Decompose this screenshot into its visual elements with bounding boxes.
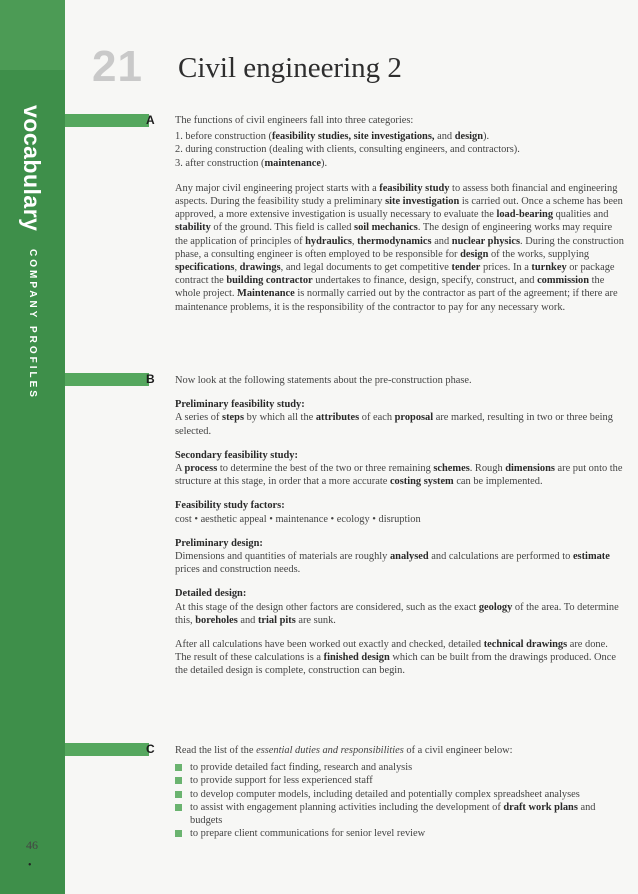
duty-list-item: [175, 827, 625, 840]
section-c-intro-italic: essential duties and responsibilities: [256, 745, 404, 756]
section-b-body: [175, 374, 625, 678]
text-run: by which all the: [244, 412, 316, 424]
text-run: of the works, supplying: [488, 248, 590, 260]
text-run: is normally carried out by the contractor as part of the agreement; if there are maintenance problems, it is the responsibility of the contractor to pay for any necessary work.: [175, 288, 618, 313]
section-c-intro: [175, 744, 625, 757]
text-run: are put onto the structure at this stage, in order that a more accurate: [175, 463, 623, 488]
key-term: costing system: [389, 476, 454, 488]
text-run: to determine the best of the two or three remaining: [217, 463, 434, 475]
duty-list-item: [175, 801, 625, 827]
text-run: ,: [234, 262, 240, 274]
page-number: 46: [26, 838, 38, 852]
duty-list-item: [175, 761, 625, 774]
text-run: Any major civil engineering project starts with a: [175, 182, 380, 194]
text-run: is carried out. Once a scheme has been approved, a more extensive investigation is usually necessary to evaluate the: [175, 196, 623, 221]
bullet-square-icon: [175, 777, 182, 784]
statement-body: [175, 513, 625, 526]
statement-block: [175, 449, 625, 489]
section-b-closing: [175, 638, 625, 678]
statement-heading: Feasibility study factors:: [175, 500, 285, 512]
key-term: design: [454, 131, 483, 143]
section-a-body: [175, 114, 625, 314]
sidebar-subtitle: COMPANY PROFILES: [27, 249, 38, 401]
text-run: and calculations are performed to: [428, 551, 573, 563]
text-run: . During the construction phase, a consulting engineer is often employed to be responsible for: [175, 235, 624, 260]
statement-body: [175, 462, 625, 488]
text-run: after construction (: [185, 157, 265, 169]
key-term: feasibility studies, site investigations,: [271, 131, 435, 143]
footer-mark: •: [28, 860, 32, 871]
text-run: to prepare client communications for senior level review: [190, 828, 426, 840]
text-run: of the area. To determine this,: [175, 601, 619, 626]
sidebar-vertical-text: [18, 105, 45, 400]
text-run: and budgets: [190, 801, 596, 827]
key-term: geology: [478, 601, 513, 613]
text-run: to develop computer models, including detailed and potentially complex spreadsheet analyses: [190, 788, 580, 800]
key-term: draft work plans: [503, 801, 578, 813]
key-term: trial pits: [257, 614, 296, 626]
statement-body: [175, 601, 625, 627]
section-c-bar: [65, 743, 149, 756]
key-term: steps: [222, 412, 244, 424]
duty-list-item: [175, 774, 625, 787]
text-run: After all calculations have been worked out exactly and checked, detailed: [175, 639, 484, 651]
text-run: to provide support for less experienced staff: [190, 775, 373, 787]
text-run: prices and construction needs.: [175, 564, 301, 576]
text-run: Dimensions and quantities of materials are roughly: [175, 551, 390, 563]
statement-body: [175, 411, 625, 437]
text-run: to assist with engagement planning activities including the development of: [190, 801, 504, 813]
key-term: technical drawings: [483, 639, 568, 651]
key-term: load-bearing: [496, 209, 554, 221]
key-term: dimensions: [505, 463, 555, 475]
text-run: At this stage of the design other factors are considered, such as the exact: [175, 601, 479, 613]
text-run: the whole project.: [175, 275, 605, 300]
text-run: prices. In a: [480, 262, 532, 274]
numbered-item: [175, 130, 625, 143]
text-run: and: [237, 614, 258, 626]
duty-text: [190, 761, 412, 774]
numbered-item: [175, 157, 625, 170]
text-run: before construction (: [185, 131, 272, 143]
key-term: soil mechanics: [354, 222, 418, 234]
text-run: to provide detailed fact finding, research and analysis: [190, 762, 413, 774]
section-a-bar: [65, 114, 149, 127]
statement-body: [175, 550, 625, 576]
key-term: estimate: [572, 551, 610, 563]
text-run: qualities and: [553, 209, 609, 221]
key-term: process: [184, 463, 218, 475]
key-term: design: [460, 248, 489, 260]
text-run: are marked, resulting in two or three being selected.: [175, 412, 613, 437]
text-run: ).: [482, 131, 490, 143]
key-term: commission: [537, 275, 590, 287]
section-b-letter: B: [146, 372, 155, 386]
statement-heading: Preliminary design:: [175, 537, 263, 549]
section-c-intro-post: of a civil engineer below:: [403, 745, 513, 756]
text-run: to assess both financial and engineering aspects. During the feasibility study a preliminary: [175, 182, 618, 208]
key-term: boreholes: [195, 614, 238, 626]
key-term: proposal: [394, 412, 434, 424]
text-run: A series of: [175, 412, 223, 424]
key-term: finished design: [323, 652, 390, 664]
statement-block: [175, 499, 625, 525]
duty-text: [190, 788, 580, 801]
section-c-body: [175, 744, 625, 840]
key-term: site investigation: [385, 196, 460, 208]
text-run: are sunk.: [295, 614, 336, 626]
sidebar-title: vocabulary: [19, 105, 45, 232]
bullet-square-icon: [175, 764, 182, 771]
key-term: turnkey: [531, 262, 567, 274]
section-b-items: [175, 398, 625, 627]
key-term: analysed: [389, 551, 429, 563]
unit-number: 21: [92, 42, 143, 91]
sidebar-top-band: [0, 0, 65, 70]
text-run: are done. The result of these calculations is a: [175, 639, 608, 664]
key-term: nuclear physics: [451, 235, 521, 247]
key-term: drawings: [239, 262, 281, 274]
section-c-intro-pre: Read the list of the: [175, 745, 257, 756]
key-term: schemes: [433, 463, 470, 475]
statement-block: [175, 398, 625, 438]
statement-heading: Detailed design:: [175, 588, 247, 600]
text-run: . Rough: [469, 463, 506, 475]
item-number: 1.: [175, 131, 183, 143]
duty-text: [190, 774, 373, 787]
section-b-intro: Now look at the following statements about the pre-construction phase.: [175, 375, 472, 386]
text-run: ).: [321, 157, 328, 169]
numbered-item: [175, 143, 625, 156]
statement-heading: Preliminary feasibility study:: [175, 399, 305, 411]
section-a-intro: The functions of civil engineers fall into three categories:: [175, 115, 414, 126]
key-term: attributes: [315, 412, 360, 424]
text-run: can be implemented.: [453, 476, 543, 488]
bullet-square-icon: [175, 791, 182, 798]
text-run: , and legal documents to get competitive: [280, 262, 452, 274]
key-term: building contractor: [226, 275, 313, 287]
section-b-bar: [65, 373, 149, 386]
duty-text: [190, 827, 425, 840]
key-term: stability: [175, 222, 211, 234]
text-run: cost • aesthetic appeal • maintenance • ecology • disruption: [175, 513, 421, 525]
text-run: ,: [351, 235, 358, 247]
text-run: and: [431, 235, 452, 247]
text-run: and: [434, 131, 455, 143]
text-run: of each: [359, 412, 395, 424]
section-c-letter: C: [146, 742, 155, 756]
key-term: feasibility study: [379, 182, 450, 194]
statement-block: [175, 537, 625, 577]
section-a-letter: A: [146, 113, 155, 127]
section-a-list: [175, 130, 625, 170]
key-term: maintenance: [264, 157, 322, 169]
key-term: thermodynamics: [357, 235, 432, 247]
item-number: 2.: [175, 144, 183, 156]
section-c-bullets: [175, 761, 625, 840]
key-term: Maintenance: [237, 288, 295, 300]
item-number: 3.: [175, 157, 183, 169]
bullet-square-icon: [175, 804, 182, 811]
text-run: or package contract the: [175, 262, 615, 287]
text-run: of the ground. This field is called: [210, 222, 355, 234]
unit-title: Civil engineering 2: [178, 52, 402, 84]
statement-heading: Secondary feasibility study:: [175, 449, 298, 461]
text-run: . The design of engineering works may require the application of principles of: [175, 222, 613, 247]
key-term: hydraulics: [305, 235, 352, 247]
duty-text: [190, 801, 625, 827]
text-run: during construction (dealing with clients, consulting engineers, and contractors).: [185, 144, 520, 156]
statement-block: [175, 587, 625, 627]
key-term: specifications: [175, 262, 235, 274]
section-a-paragraph: [175, 182, 625, 314]
bullet-square-icon: [175, 830, 182, 837]
text-run: which can be built from the drawings produced. Once the detailed design is complete, construction can begin.: [175, 652, 616, 677]
text-run: undertakes to finance, design, specify, construct, and: [312, 275, 538, 287]
key-term: tender: [451, 262, 481, 274]
duty-list-item: [175, 788, 625, 801]
text-run: A: [175, 463, 185, 475]
